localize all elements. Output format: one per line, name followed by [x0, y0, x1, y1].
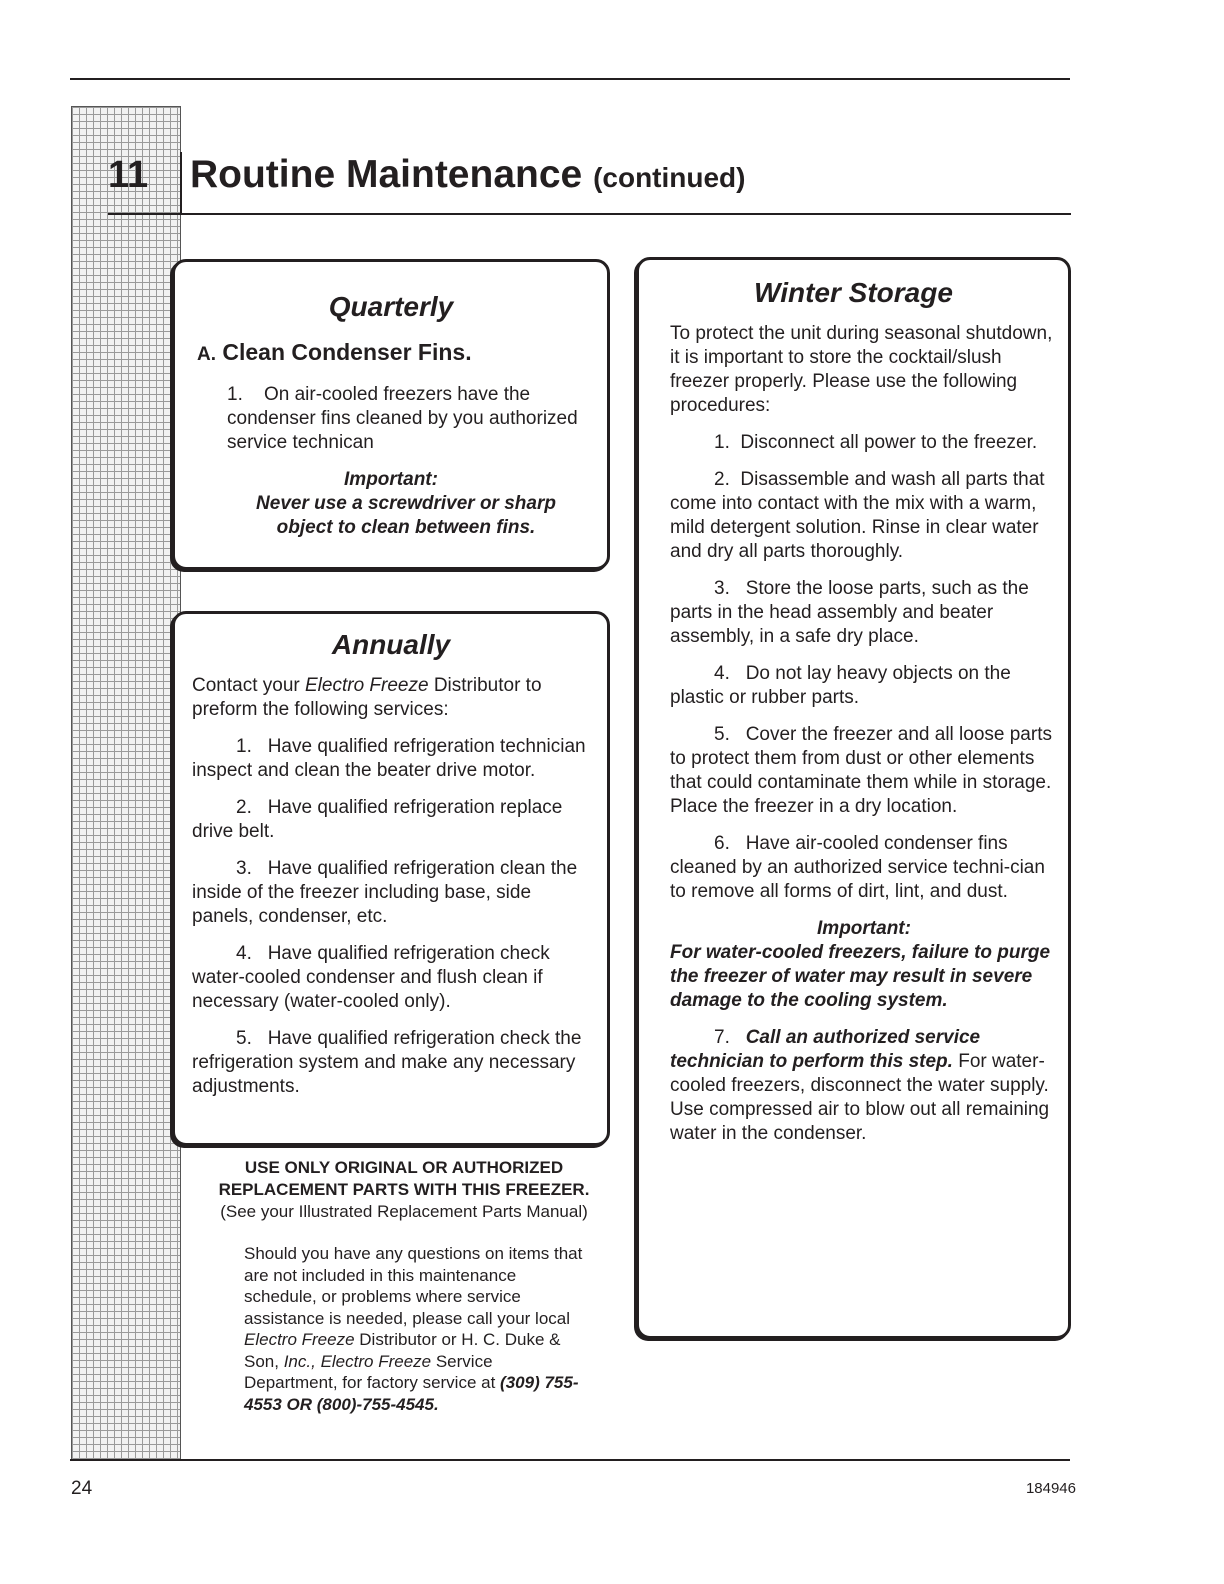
item-number: 4.: [714, 663, 730, 684]
list-item: [192, 1027, 597, 1099]
item-text: Disconnect all power to the freezer.: [740, 432, 1038, 453]
grid-margin-strip: [71, 106, 181, 1461]
item-text: Have qualified refrigeration replace drive belt.: [192, 797, 563, 842]
bottom-rule: [70, 1459, 1070, 1461]
contact-text: Should you have any questions on items that are not included in this maintenance schedule, or problems where service assistance is needed, please call your local: [244, 1244, 583, 1328]
winter-storage-title: Winter Storage: [754, 277, 953, 308]
intro-after: Distributor to preform the following services:: [192, 675, 542, 720]
item-number: 3.: [236, 858, 252, 879]
title-suffix: (continued): [593, 162, 746, 193]
item-text: Have qualified refrigeration check water-cooled condenser and flush clean if necessary (water-cooled only).: [192, 943, 550, 1012]
section-title: Clean Condenser Fins.: [222, 339, 472, 365]
winter-body: [670, 322, 1058, 1146]
annually-intro: [192, 674, 597, 722]
item-number: 5.: [714, 724, 730, 745]
clean-condenser-heading: [197, 338, 607, 369]
title-rule: [108, 213, 1071, 215]
section-letter: A.: [197, 344, 216, 365]
item-number: 6.: [714, 833, 730, 854]
item-text: Do not lay heavy objects on the plastic or rubber parts.: [670, 663, 1011, 708]
item-number: 4.: [236, 943, 252, 964]
item-number: 2.: [714, 469, 730, 490]
brand-name: Electro Freeze: [305, 675, 429, 696]
list-item: [670, 723, 1058, 819]
contact-info: [244, 1243, 584, 1415]
winter-intro: To protect the unit during seasonal shutdown, it is important to store the cocktail/slush freezer properly. Please use the following procedures:: [670, 323, 1053, 416]
important-label: Important:: [817, 918, 911, 939]
important-text: Never use a screwdriver or sharp object to clean between fins.: [256, 493, 556, 538]
list-item: [670, 832, 1058, 904]
list-item: [192, 942, 597, 1014]
document-number: 184946: [1025, 1480, 1076, 1497]
item-text: On air-cooled freezers have the condenser fins cleaned by you authorized service technican: [227, 384, 578, 453]
phone-numbers: (309) 755-4553 OR (800)-755-4545.: [244, 1373, 579, 1414]
item-text: Cover the freezer and all loose parts to protect them from dust or other elements that could contaminate them while in storage. Place the freezer in a dry location.: [670, 724, 1052, 817]
item-number: 1.: [236, 736, 252, 757]
item-text: Have qualified refrigeration technician inspect and clean the beater drive motor.: [192, 736, 586, 781]
annually-box: [172, 611, 610, 1146]
winter-important: [670, 917, 1058, 1013]
item-number: 3.: [714, 578, 730, 599]
item-text: Store the loose parts, such as the parts in the head assembly and beater assembly, in a safe dry place.: [670, 578, 1029, 647]
item-text: Disassemble and wash all parts that come into contact with the mix with a warm, mild detergent solution. Rinse in clear water and dry all parts thoroughly.: [670, 469, 1045, 562]
item-number: 7.: [714, 1027, 730, 1048]
item-number: 2.: [236, 797, 252, 818]
important-label: Important:: [344, 469, 438, 490]
list-item: [192, 735, 597, 783]
item-number: 5.: [236, 1028, 252, 1049]
top-rule: [70, 78, 1070, 80]
annually-body: [192, 674, 597, 1099]
item-text: Have qualified refrigeration check the refrigeration system and make any necessary adjustments.: [192, 1028, 582, 1097]
page-number: 24: [71, 1478, 93, 1499]
contact-text: Distributor or H. C. Duke & Son,: [244, 1330, 561, 1371]
item-text: For water-cooled freezers, disconnect the water supply. Use compressed air to blow out all remaining water in the condenser.: [670, 1051, 1050, 1144]
quarterly-important: [185, 468, 597, 540]
list-item: [670, 1026, 1058, 1146]
title-text: Routine Maintenance: [190, 153, 583, 196]
item-number: 1.: [227, 384, 243, 405]
list-item: [670, 577, 1058, 649]
list-item: [670, 431, 1058, 455]
contact-text: Service Department, for factory service at: [244, 1351, 501, 1392]
item-text: Have qualified refrigeration clean the inside of the freezer including base, side panels, condenser, etc.: [192, 858, 578, 927]
parts-notice-line3: (See your Illustrated Replacement Parts Manual): [220, 1202, 588, 1221]
list-item: [670, 468, 1058, 564]
item-emphasis: Call an authorized service technician to perform this step.: [670, 1027, 981, 1072]
quarterly-title: Quarterly: [328, 291, 454, 322]
parts-notice-line1: USE ONLY ORIGINAL OR AUTHORIZED: [244, 1158, 564, 1177]
parts-notice-line2: REPLACEMENT PARTS WITH THIS FREEZER.: [218, 1180, 590, 1199]
list-item: [192, 796, 597, 844]
parts-notice: [186, 1157, 622, 1223]
item-number: 1.: [714, 432, 730, 453]
page-title: [190, 152, 745, 201]
quarterly-box: [172, 259, 610, 570]
list-item: [192, 857, 597, 929]
company-suffix: Inc.,: [283, 1351, 316, 1371]
winter-storage-box: [636, 257, 1071, 1339]
chapter-number: 11: [108, 154, 149, 196]
important-text: For water-cooled freezers, failure to purge the freezer of water may result in severe damage to the cooling system.: [670, 942, 1051, 1011]
intro-before: Contact your: [192, 675, 305, 696]
brand-name: Electro Freeze: [244, 1330, 355, 1349]
item-text: Have air-cooled condenser fins cleaned by an authorized service techni-cian to remove all forms of dirt, lint, and dust.: [670, 833, 1045, 902]
chapter-divider: [180, 152, 182, 214]
list-item: [670, 662, 1058, 710]
brand-name: Electro Freeze: [320, 1351, 432, 1371]
quarterly-item: [227, 383, 587, 455]
annually-title: Annually: [331, 629, 451, 660]
